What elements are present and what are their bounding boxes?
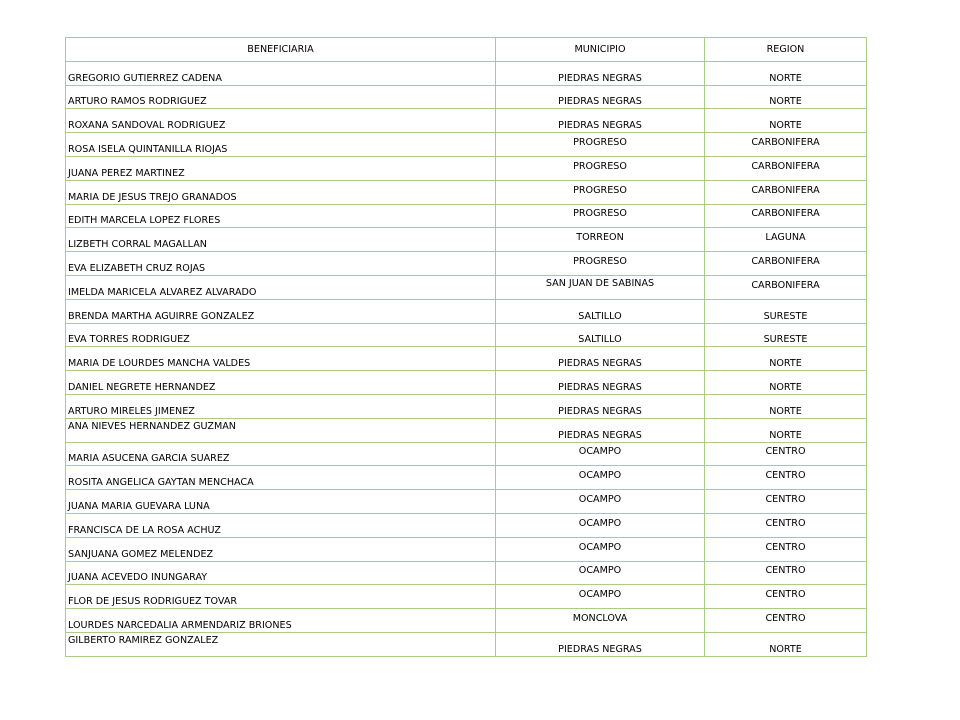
header-municipio: MUNICIPIO [496, 38, 705, 62]
cell-beneficiaria: JUANA ACEVEDO INUNGARAY [66, 561, 496, 585]
cell-beneficiaria: EVA TORRES RODRIGUEZ [66, 323, 496, 347]
table-row [66, 133, 867, 157]
cell-region: NORTE [705, 371, 867, 395]
cell-region: LAGUNA [705, 228, 867, 252]
cell-beneficiaria: ANA NIEVES HERNANDEZ GUZMAN [66, 418, 496, 442]
cell-region: CENTRO [705, 442, 867, 466]
cell-municipio: OCAMPO [496, 561, 705, 585]
cell-beneficiaria: GREGORIO GUTIERREZ CADENA [66, 61, 496, 85]
header-row [66, 38, 867, 62]
cell-beneficiaria: ARTURO RAMOS RODRIGUEZ [66, 85, 496, 109]
cell-region: CENTRO [705, 490, 867, 514]
table-row [66, 275, 867, 299]
table-row [66, 513, 867, 537]
cell-region: CARBONIFERA [705, 252, 867, 276]
cell-municipio: PIEDRAS NEGRAS [496, 418, 705, 442]
cell-beneficiaria: JUANA PEREZ MARTINEZ [66, 156, 496, 180]
cell-region: NORTE [705, 347, 867, 371]
table-row [66, 299, 867, 323]
cell-beneficiaria: IMELDA MARICELA ALVAREZ ALVARADO [66, 275, 496, 299]
cell-municipio: PIEDRAS NEGRAS [496, 394, 705, 418]
cell-municipio: PROGRESO [496, 252, 705, 276]
cell-municipio: PIEDRAS NEGRAS [496, 371, 705, 395]
cell-region: NORTE [705, 632, 867, 656]
cell-municipio: PIEDRAS NEGRAS [496, 347, 705, 371]
cell-beneficiaria: SANJUANA GOMEZ MELENDEZ [66, 537, 496, 561]
cell-municipio: PIEDRAS NEGRAS [496, 85, 705, 109]
cell-beneficiaria: EDITH MARCELA LOPEZ FLORES [66, 204, 496, 228]
cell-beneficiaria: LIZBETH CORRAL MAGALLAN [66, 228, 496, 252]
cell-region: NORTE [705, 418, 867, 442]
cell-region: CENTRO [705, 513, 867, 537]
cell-region: CARBONIFERA [705, 156, 867, 180]
beneficiaries-table [65, 37, 867, 657]
cell-beneficiaria: ARTURO MIRELES JIMENEZ [66, 394, 496, 418]
table-row [66, 418, 867, 442]
cell-beneficiaria: EVA ELIZABETH CRUZ ROJAS [66, 252, 496, 276]
cell-municipio: PROGRESO [496, 180, 705, 204]
cell-beneficiaria: ROSITA ANGELICA GAYTAN MENCHACA [66, 466, 496, 490]
cell-municipio: PROGRESO [496, 133, 705, 157]
table-row [66, 323, 867, 347]
cell-municipio: MONCLOVA [496, 609, 705, 633]
cell-region: CARBONIFERA [705, 133, 867, 157]
cell-region: CENTRO [705, 609, 867, 633]
table-row [66, 466, 867, 490]
table-row [66, 394, 867, 418]
cell-beneficiaria: BRENDA MARTHA AGUIRRE GONZALEZ [66, 299, 496, 323]
cell-municipio: PIEDRAS NEGRAS [496, 632, 705, 656]
table-row [66, 347, 867, 371]
cell-municipio: SAN JUAN DE SABINAS [496, 275, 705, 299]
cell-municipio: OCAMPO [496, 537, 705, 561]
cell-beneficiaria: FRANCISCA DE LA ROSA ACHUZ [66, 513, 496, 537]
cell-region: SURESTE [705, 299, 867, 323]
cell-beneficiaria: DANIEL NEGRETE HERNANDEZ [66, 371, 496, 395]
table-row [66, 442, 867, 466]
cell-region: SURESTE [705, 323, 867, 347]
cell-municipio: SALTILLO [496, 299, 705, 323]
cell-municipio: PROGRESO [496, 204, 705, 228]
cell-beneficiaria: ROXANA SANDOVAL RODRIGUEZ [66, 109, 496, 133]
cell-municipio: TORREON [496, 228, 705, 252]
beneficiaries-sheet [65, 37, 866, 657]
cell-region: CARBONIFERA [705, 204, 867, 228]
table-row [66, 85, 867, 109]
cell-region: NORTE [705, 61, 867, 85]
cell-municipio: OCAMPO [496, 442, 705, 466]
cell-municipio: SALTILLO [496, 323, 705, 347]
table-row [66, 585, 867, 609]
cell-municipio: OCAMPO [496, 513, 705, 537]
table-row [66, 156, 867, 180]
cell-municipio: OCAMPO [496, 585, 705, 609]
table-row [66, 609, 867, 633]
cell-region: CENTRO [705, 585, 867, 609]
cell-beneficiaria: MARIA DE LOURDES MANCHA VALDES [66, 347, 496, 371]
table-row [66, 61, 867, 85]
cell-municipio: PIEDRAS NEGRAS [496, 61, 705, 85]
cell-region: NORTE [705, 109, 867, 133]
cell-municipio: PROGRESO [496, 156, 705, 180]
cell-region: CARBONIFERA [705, 180, 867, 204]
table-row [66, 180, 867, 204]
table-row [66, 109, 867, 133]
header-region: REGION [705, 38, 867, 62]
table-row [66, 632, 867, 656]
cell-municipio: OCAMPO [496, 466, 705, 490]
cell-beneficiaria: MARIA DE JESUS TREJO GRANADOS [66, 180, 496, 204]
cell-beneficiaria: GILBERTO RAMIREZ GONZALEZ [66, 632, 496, 656]
cell-beneficiaria: MARIA ASUCENA GARCIA SUAREZ [66, 442, 496, 466]
table-row [66, 537, 867, 561]
table-row [66, 204, 867, 228]
cell-region: CARBONIFERA [705, 275, 867, 299]
table-row [66, 252, 867, 276]
cell-region: NORTE [705, 85, 867, 109]
header-beneficiaria: BENEFICIARIA [66, 38, 496, 62]
cell-region: CENTRO [705, 537, 867, 561]
cell-region: CENTRO [705, 466, 867, 490]
cell-beneficiaria: ROSA ISELA QUINTANILLA RIOJAS [66, 133, 496, 157]
cell-region: CENTRO [705, 561, 867, 585]
cell-municipio: OCAMPO [496, 490, 705, 514]
table-row [66, 561, 867, 585]
table-row [66, 228, 867, 252]
cell-municipio: PIEDRAS NEGRAS [496, 109, 705, 133]
cell-beneficiaria: JUANA MARIA GUEVARA LUNA [66, 490, 496, 514]
table-row [66, 371, 867, 395]
cell-beneficiaria: FLOR DE JESUS RODRIGUEZ TOVAR [66, 585, 496, 609]
cell-region: NORTE [705, 394, 867, 418]
table-row [66, 490, 867, 514]
cell-beneficiaria: LOURDES NARCEDALIA ARMENDARIZ BRIONES [66, 609, 496, 633]
